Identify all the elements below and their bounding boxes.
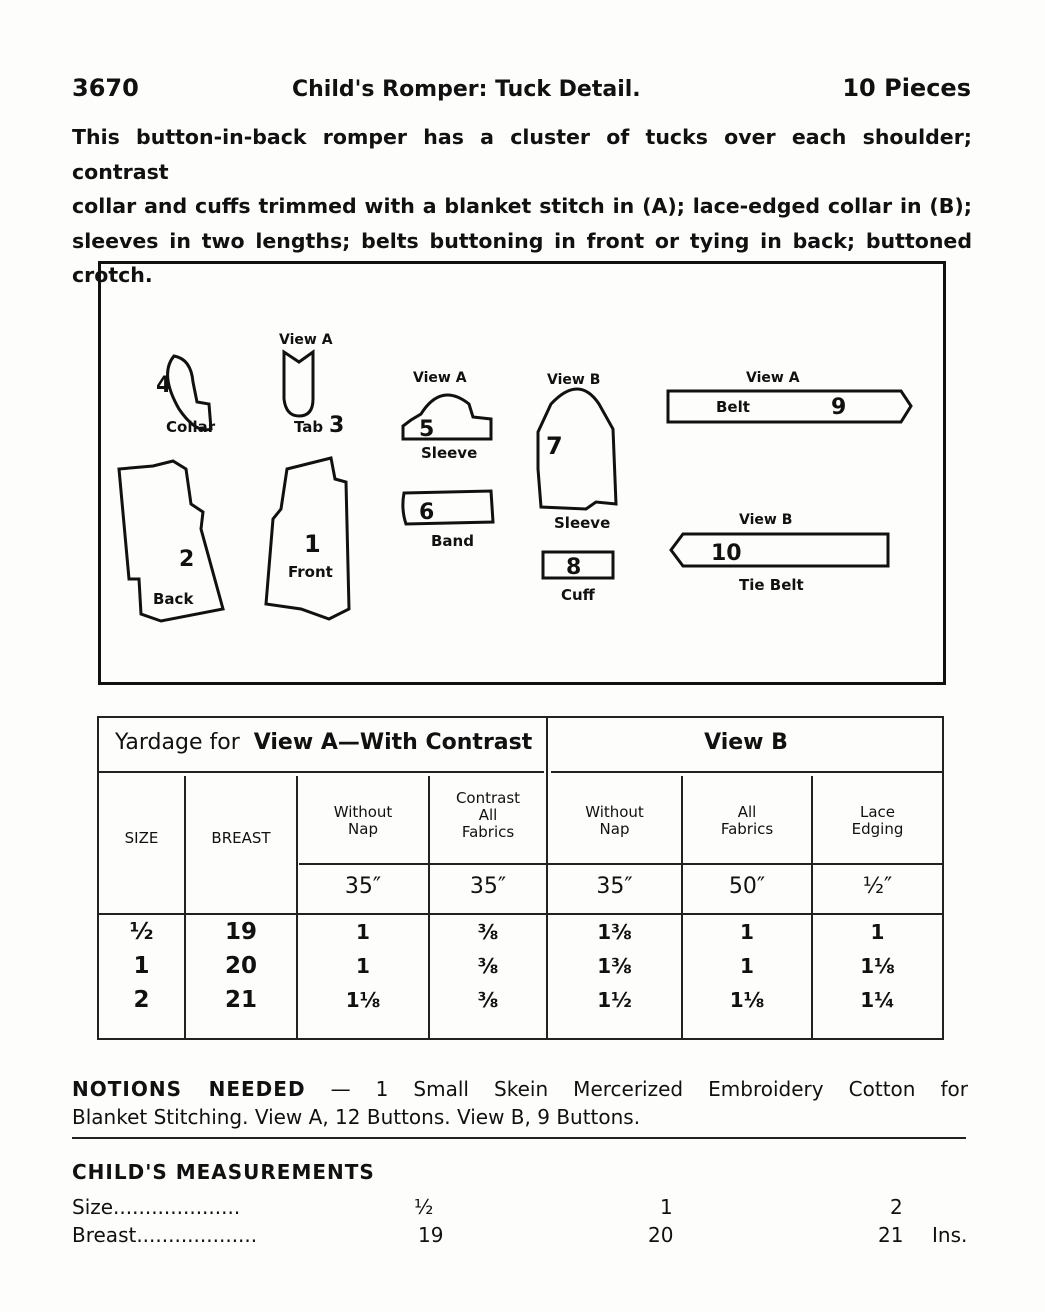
column-header <box>813 804 942 838</box>
column-header-line: Without <box>333 803 393 821</box>
piece-number: 7 <box>546 432 563 460</box>
table-cell: ⅜ <box>477 988 499 1012</box>
notions-line <box>72 1075 968 1103</box>
piece-view: View A <box>279 332 333 348</box>
column-header <box>298 804 428 838</box>
description-line: This button-in-back romper has a cluster of tucks over each shoulder; contrast <box>72 125 972 184</box>
size-value: 2 <box>890 1195 903 1219</box>
piece-number: 2 <box>179 547 195 572</box>
tab-piece <box>284 352 313 416</box>
unit: Ins. <box>932 1223 968 1247</box>
breast-value: 19 <box>418 1223 444 1247</box>
table-cell: 1 <box>356 920 370 944</box>
table-cell: 1 <box>740 920 754 944</box>
piece-number: 4 <box>156 373 172 398</box>
column-header <box>548 804 681 838</box>
table-cell: 1 <box>870 920 885 944</box>
divider <box>72 1137 966 1139</box>
col-breast: BREAST <box>211 829 271 847</box>
pattern-title: Child's Romper: Tuck Detail. <box>292 77 641 102</box>
table-cell: 2 <box>133 987 150 1013</box>
column-header <box>683 804 811 838</box>
yardage-title-view-a: View A—With Contrast <box>253 730 533 755</box>
belt-piece <box>668 391 911 422</box>
column-header-line: Without <box>585 803 644 821</box>
table-cell: ½ <box>129 919 154 945</box>
column-header-line: Nap <box>348 820 378 838</box>
column-header-line: Fabrics <box>720 820 774 838</box>
piece-count: 10 Pieces <box>842 74 971 102</box>
table-cell: 1⅜ <box>597 954 632 978</box>
table-cell: ⅜ <box>477 954 499 978</box>
piece-number: 5 <box>419 417 435 442</box>
pattern-pieces-diagram <box>98 261 946 685</box>
table-cell: 1 <box>740 954 754 978</box>
piece-number: 1 <box>304 530 321 558</box>
description-line: collar and cuffs trimmed with a blanket stitch in (A); lace-edged collar in (B); <box>72 194 972 218</box>
table-cell: 19 <box>224 919 257 945</box>
yardage-title-prefix: Yardage for <box>115 730 240 755</box>
column-header-line: All <box>478 806 498 824</box>
piece-number: 8 <box>566 555 582 580</box>
piece-view: View B <box>547 372 601 388</box>
piece-number: 9 <box>831 395 847 420</box>
size-label: Size.................... <box>72 1195 241 1219</box>
table-cell: 21 <box>224 987 257 1013</box>
pattern-number: 3670 <box>72 74 139 102</box>
column-header-line: Edging <box>851 820 904 838</box>
piece-view: View A <box>413 370 467 386</box>
piece-label: Belt <box>716 398 750 416</box>
piece-label: Sleeve <box>421 444 478 462</box>
table-cell: 20 <box>224 953 257 979</box>
fabric-width: ½″ <box>862 874 893 899</box>
piece-view: View A <box>746 370 800 386</box>
notions-heading: NOTIONS NEEDED <box>72 1077 306 1101</box>
tie-belt-piece <box>671 534 888 566</box>
notions <box>72 1075 968 1131</box>
piece-number: 6 <box>419 500 435 525</box>
yardage-title-a <box>115 730 533 755</box>
table-cell: 1¼ <box>860 988 895 1012</box>
breast-value: 20 <box>648 1223 674 1247</box>
size-value: ½ <box>414 1195 434 1219</box>
table-rule <box>551 771 942 773</box>
piece-label: Band <box>431 532 474 550</box>
piece-view: View B <box>739 512 793 528</box>
fabric-width: 35″ <box>469 874 507 899</box>
column-header-line: Nap <box>599 820 630 838</box>
fabric-width: 35″ <box>596 874 633 899</box>
piece-label: Front <box>288 563 333 581</box>
piece-label: Back <box>153 590 194 608</box>
piece-label: Tab <box>294 418 324 436</box>
yardage-title-b: View B <box>704 730 788 755</box>
piece-label: Collar <box>166 418 216 436</box>
band-piece <box>403 491 493 524</box>
table-cell: 1⅛ <box>729 988 765 1012</box>
sleeve-a-piece <box>403 395 491 439</box>
table-rule <box>99 913 942 915</box>
piece-label: Sleeve <box>554 514 611 532</box>
table-cell: 1½ <box>597 988 632 1012</box>
breast-value: 21 <box>878 1223 904 1247</box>
column-header <box>430 790 546 841</box>
measurements-heading: CHILD'S MEASUREMENTS <box>72 1160 375 1184</box>
table-cell: 1 <box>133 953 150 979</box>
table-cell: 1⅛ <box>860 954 895 978</box>
column-header-line: Contrast <box>455 789 521 807</box>
table-rule <box>299 863 942 865</box>
piece-label: Tie Belt <box>739 576 804 594</box>
table-cell: 1⅛ <box>345 988 381 1012</box>
yardage-table <box>97 716 944 1040</box>
table-cell: 1 <box>356 954 370 978</box>
table-rule <box>99 771 544 773</box>
fabric-width: 50″ <box>728 874 766 899</box>
col-size: SIZE <box>124 829 159 847</box>
column-header-line: Fabrics <box>461 823 515 841</box>
description-line: sleeves in two lengths; belts buttoning in front or tying in back; buttoned crotch. <box>72 228 972 287</box>
table-cell: ⅜ <box>477 920 499 944</box>
table-cell: 1⅜ <box>597 920 632 944</box>
column-header-line: Lace <box>859 803 896 821</box>
piece-number: 10 <box>711 541 742 566</box>
piece-number: 3 <box>329 413 345 438</box>
column-header-line: All <box>737 803 757 821</box>
fabric-width: 35″ <box>344 874 382 899</box>
notions-text: — 1 Small Skein Mercerized Embroidery Cotton for <box>305 1077 969 1101</box>
breast-label: Breast................... <box>72 1223 258 1247</box>
size-value: 1 <box>660 1195 673 1219</box>
notions-line: Blanket Stitching. View A, 12 Buttons. View B, 9 Buttons. <box>72 1105 641 1129</box>
piece-label: Cuff <box>561 586 595 604</box>
